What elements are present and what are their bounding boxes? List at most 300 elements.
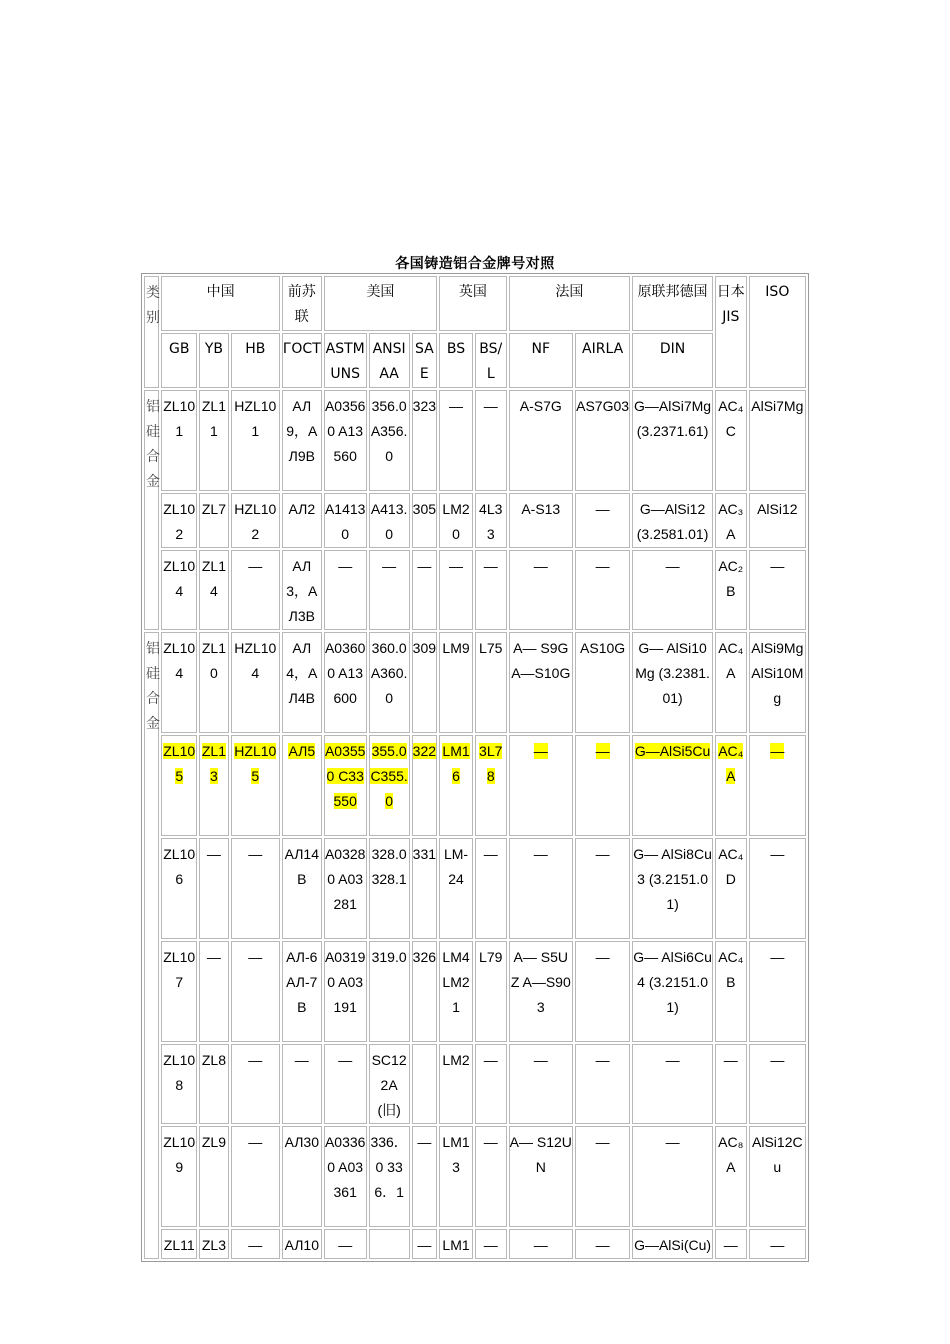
subheader-bs: BS xyxy=(439,333,473,388)
cell-text: — xyxy=(483,558,498,574)
cell-text: — xyxy=(533,1052,548,1068)
cell-jis xyxy=(715,941,747,1042)
cell-text: AC₄A xyxy=(718,743,744,784)
cell-text: — xyxy=(417,558,432,574)
cell-text: — xyxy=(248,949,263,965)
cell-text: — xyxy=(338,558,353,574)
cell-airla xyxy=(575,735,630,836)
cell-text: — xyxy=(770,846,785,862)
cell-sae xyxy=(412,1126,438,1227)
cell-ansi-aa xyxy=(369,1126,410,1227)
table-row xyxy=(144,632,806,733)
cell-iso xyxy=(749,735,806,836)
cell-text: LM-24 xyxy=(443,846,469,887)
cell-bs xyxy=(439,632,473,733)
cell-astm-uns xyxy=(324,1229,367,1259)
cell-text: G— AlSi6Cu4 (3.2151.01) xyxy=(633,949,712,1015)
cell-text: — xyxy=(483,1134,498,1150)
cell-bsl xyxy=(475,550,507,630)
cell-text: — xyxy=(595,1052,610,1068)
cell-text: — xyxy=(665,1052,680,1068)
cell-gost xyxy=(282,632,322,733)
subheader-gb: GB xyxy=(161,333,197,388)
table-row xyxy=(144,1126,806,1227)
cell-text: 309 xyxy=(412,640,437,656)
cell-text: — xyxy=(248,1134,263,1150)
cell-text: — xyxy=(206,846,221,862)
cell-gost xyxy=(282,838,322,939)
cell-yb xyxy=(199,632,229,733)
cell-text: 322 xyxy=(412,743,437,759)
cell-text: — xyxy=(533,743,548,759)
cell-jis xyxy=(715,735,747,836)
subheader-hb: HB xyxy=(231,333,280,388)
cell-text: ZL11 xyxy=(201,398,226,439)
cell-bs xyxy=(439,1229,473,1259)
cell-text: ZL3 xyxy=(201,1237,226,1253)
cell-text: АЛ10 xyxy=(284,1237,319,1253)
subheader-din: DIN xyxy=(632,333,713,388)
cell-text: — xyxy=(449,558,464,574)
cell-nf xyxy=(509,1229,573,1259)
cell-text: LM16 xyxy=(442,743,470,784)
cell-text: AC₄A xyxy=(718,640,744,681)
table-row xyxy=(144,550,806,630)
cell-din xyxy=(632,941,713,1042)
cell-din xyxy=(632,493,713,548)
cell-gost xyxy=(282,735,322,836)
cell-text: АЛ3，АЛ3В xyxy=(286,558,318,624)
cell-bs xyxy=(439,1126,473,1227)
cell-ansi-aa xyxy=(369,735,410,836)
cell-text: АЛ-6 АЛ-7В xyxy=(286,949,318,1015)
table-row xyxy=(144,1044,806,1124)
cell-astm-uns xyxy=(324,941,367,1042)
cell-text: AC₄B xyxy=(718,949,744,990)
header-ussr: 前苏联 xyxy=(282,276,322,331)
category-cell: 铝硅合金 xyxy=(144,390,159,630)
cell-text: ZL108 xyxy=(163,1052,196,1093)
subheader-astm-uns: ASTM UNS xyxy=(324,333,367,388)
cell-airla xyxy=(575,1044,630,1124)
cell-jis xyxy=(715,493,747,548)
cell-text: SC122A (旧) xyxy=(371,1052,407,1118)
cell-jis xyxy=(715,838,747,939)
cell-text: — xyxy=(533,846,548,862)
cell-airla xyxy=(575,632,630,733)
cell-sae xyxy=(412,550,438,630)
cell-text: ZL14 xyxy=(201,558,226,599)
cell-text: — xyxy=(723,1052,738,1068)
cell-gb xyxy=(161,1044,197,1124)
cell-text: — xyxy=(248,1052,263,1068)
cell-iso xyxy=(749,550,806,630)
cell-ansi-aa xyxy=(369,941,410,1042)
cell-astm-uns xyxy=(324,735,367,836)
cell-text: ZL104 xyxy=(163,640,196,681)
cell-hb xyxy=(231,550,280,630)
cell-bs xyxy=(439,390,473,491)
cell-text: ZL109 xyxy=(163,1134,196,1175)
cell-text: — xyxy=(483,1237,498,1253)
cell-text: — xyxy=(533,1237,548,1253)
cell-hb xyxy=(231,735,280,836)
cell-text: АЛ4，АЛ4В xyxy=(286,640,318,706)
cell-text: ZL107 xyxy=(163,949,196,990)
cell-text: A03550 C33550 xyxy=(324,743,366,809)
cell-text: АЛ9，АЛ9В xyxy=(286,398,318,464)
subheader-airla: AIRLA xyxy=(575,333,630,388)
cell-bsl xyxy=(475,1126,507,1227)
cell-text: HZL105 xyxy=(234,743,277,784)
cell-yb xyxy=(199,550,229,630)
cell-hb xyxy=(231,941,280,1042)
cell-text: — xyxy=(382,558,397,574)
cell-sae xyxy=(412,735,438,836)
cell-gb xyxy=(161,493,197,548)
cell-yb xyxy=(199,735,229,836)
cell-text: LM4 LM21 xyxy=(442,949,470,1015)
cell-text: — xyxy=(770,743,785,759)
header-iso: ISO xyxy=(749,276,806,388)
cell-text: L79 xyxy=(479,949,503,965)
cell-din xyxy=(632,838,713,939)
cell-text: AC₂B xyxy=(718,558,744,599)
cell-nf xyxy=(509,550,573,630)
cell-text: АЛ30 xyxy=(284,1134,319,1150)
cell-bs xyxy=(439,550,473,630)
cell-text: LM13 xyxy=(442,1134,470,1175)
cell-text: — xyxy=(248,558,263,574)
cell-text: HZL102 xyxy=(234,501,277,542)
cell-text: — xyxy=(595,846,610,862)
cell-text: LM1 xyxy=(442,1237,470,1253)
cell-nf xyxy=(509,1126,573,1227)
cell-yb xyxy=(199,941,229,1042)
alloy-comparison-table-wrapper xyxy=(141,273,809,1262)
cell-text: ZL8 xyxy=(201,1052,226,1068)
cell-text: LM2 xyxy=(442,1052,470,1068)
cell-text: AC₃A xyxy=(718,501,744,542)
table-row xyxy=(144,941,806,1042)
cell-text: — xyxy=(338,1052,353,1068)
cell-hb xyxy=(231,1044,280,1124)
cell-hb xyxy=(231,632,280,733)
cell-astm-uns xyxy=(324,493,367,548)
header-france: 法国 xyxy=(509,276,631,331)
cell-gb xyxy=(161,735,197,836)
cell-gost xyxy=(282,390,322,491)
cell-gb xyxy=(161,390,197,491)
cell-text: — xyxy=(206,949,221,965)
cell-text: AC₄D xyxy=(718,846,744,887)
header-japan: 日本JIS xyxy=(715,276,747,388)
cell-text: ZL104 xyxy=(163,558,196,599)
cell-yb xyxy=(199,1229,229,1259)
cell-text: 331 xyxy=(412,846,437,862)
cell-text: ZL13 xyxy=(201,743,226,784)
cell-sae xyxy=(412,838,438,939)
cell-text: A03280 A03281 xyxy=(324,846,366,912)
cell-gost xyxy=(282,1126,322,1227)
cell-text: — xyxy=(483,1052,498,1068)
cell-gb xyxy=(161,838,197,939)
cell-astm-uns xyxy=(324,1044,367,1124)
cell-astm-uns xyxy=(324,1126,367,1227)
cell-text: — xyxy=(770,1237,785,1253)
cell-text: LM9 xyxy=(442,640,470,656)
cell-text: — xyxy=(483,398,498,414)
cell-iso xyxy=(749,941,806,1042)
cell-text: — xyxy=(483,846,498,862)
cell-text: — xyxy=(533,558,548,574)
page-title: 各国铸造铝合金牌号对照 xyxy=(395,255,555,271)
cell-sae xyxy=(412,1229,438,1259)
cell-iso xyxy=(749,493,806,548)
cell-text: AC₄C xyxy=(718,398,744,439)
cell-iso xyxy=(749,1044,806,1124)
cell-text: ZL102 xyxy=(163,501,196,542)
cell-gost xyxy=(282,493,322,548)
cell-yb xyxy=(199,390,229,491)
cell-hb xyxy=(231,1126,280,1227)
cell-text: 360.0 A360.0 xyxy=(370,640,408,706)
cell-astm-uns xyxy=(324,390,367,491)
cell-text: ZL10 xyxy=(201,640,226,681)
cell-astm-uns xyxy=(324,632,367,733)
cell-gb xyxy=(161,550,197,630)
cell-bsl xyxy=(475,1044,507,1124)
table-row xyxy=(144,493,806,548)
cell-jis xyxy=(715,1229,747,1259)
subheader-bsl: BS/L xyxy=(475,333,507,388)
cell-jis xyxy=(715,1126,747,1227)
header-usa: 美国 xyxy=(324,276,437,331)
cell-nf xyxy=(509,390,573,491)
cell-bs xyxy=(439,735,473,836)
cell-text: G—AlSi12 (3.2581.01) xyxy=(636,501,709,542)
cell-text: A03360 A03361 xyxy=(324,1134,366,1200)
cell-text: A03600 A13600 xyxy=(324,640,366,706)
cell-text: — xyxy=(248,846,263,862)
cell-text: — xyxy=(595,501,610,517)
cell-text: 319.0 xyxy=(371,949,407,965)
cell-ansi-aa xyxy=(369,493,410,548)
cell-sae xyxy=(412,632,438,733)
cell-text: 356.0 A356.0 xyxy=(370,398,408,464)
cell-text: A03190 A03191 xyxy=(324,949,366,1015)
cell-text: — xyxy=(665,1134,680,1150)
cell-text: — xyxy=(338,1237,353,1253)
cell-nf xyxy=(509,735,573,836)
cell-bs xyxy=(439,1044,473,1124)
cell-din xyxy=(632,550,713,630)
cell-text: A03560 A13560 xyxy=(324,398,366,464)
cell-text: G—AlSi5Cu xyxy=(634,743,711,759)
cell-airla xyxy=(575,941,630,1042)
cell-text: — xyxy=(770,1052,785,1068)
subheader-gost: ГОСТ xyxy=(282,333,322,388)
cell-text: ZL105 xyxy=(163,743,196,784)
cell-hb xyxy=(231,493,280,548)
cell-din xyxy=(632,632,713,733)
header-germany: 原联邦德国 xyxy=(632,276,713,331)
cell-ansi-aa xyxy=(369,838,410,939)
cell-airla xyxy=(575,390,630,491)
cell-text: — xyxy=(417,1134,432,1150)
cell-text: — xyxy=(248,1237,263,1253)
cell-yb xyxy=(199,1126,229,1227)
table-row xyxy=(144,390,806,491)
cell-sae xyxy=(412,1044,438,1124)
cell-nf xyxy=(509,941,573,1042)
cell-ansi-aa xyxy=(369,632,410,733)
cell-airla xyxy=(575,1126,630,1227)
header-uk: 英国 xyxy=(439,276,506,331)
cell-text: 326 xyxy=(412,949,437,965)
cell-gost xyxy=(282,941,322,1042)
subheader-sae: SAE xyxy=(412,333,438,388)
cell-text: — xyxy=(417,1237,432,1253)
cell-text: G—AlSi7Mg (3.2371.61) xyxy=(634,398,712,439)
cell-text: — xyxy=(449,398,464,414)
cell-hb xyxy=(231,838,280,939)
cell-iso xyxy=(749,390,806,491)
cell-ansi-aa xyxy=(369,1229,410,1259)
cell-gb xyxy=(161,1126,197,1227)
cell-ansi-aa xyxy=(369,1044,410,1124)
header-row-2 xyxy=(144,333,806,388)
cell-text: A413.0 xyxy=(370,501,408,542)
cell-hb xyxy=(231,390,280,491)
cell-din xyxy=(632,1229,713,1259)
cell-astm-uns xyxy=(324,550,367,630)
cell-gb xyxy=(161,1229,197,1259)
cell-gost xyxy=(282,1044,322,1124)
cell-din xyxy=(632,735,713,836)
cell-gost xyxy=(282,550,322,630)
cell-text: — xyxy=(770,949,785,965)
cell-yb xyxy=(199,838,229,939)
cell-gb xyxy=(161,632,197,733)
cell-text: ZL7 xyxy=(201,501,226,517)
cell-text: — xyxy=(595,949,610,965)
cell-nf xyxy=(509,493,573,548)
cell-text: G— AlSi8Cu3 (3.2151.01) xyxy=(633,846,712,912)
cell-airla xyxy=(575,838,630,939)
subheader-ansi-aa: ANSI AA xyxy=(369,333,410,388)
cell-bs xyxy=(439,941,473,1042)
cell-text: AS7G03 xyxy=(576,398,630,414)
cell-text: ZL106 xyxy=(163,846,196,887)
cell-jis xyxy=(715,1044,747,1124)
cell-ansi-aa xyxy=(369,550,410,630)
cell-text: LM20 xyxy=(442,501,470,542)
cell-jis xyxy=(715,550,747,630)
cell-text: HZL104 xyxy=(234,640,277,681)
cell-din xyxy=(632,1126,713,1227)
cell-text: — xyxy=(595,743,610,759)
cell-ansi-aa xyxy=(369,390,410,491)
cell-jis xyxy=(715,390,747,491)
cell-text: АЛ14В xyxy=(284,846,319,887)
header-category: 类别 xyxy=(144,276,159,388)
cell-nf xyxy=(509,838,573,939)
cell-text: AlSi9Mg AlSi10Mg xyxy=(751,640,804,706)
cell-text: HZL101 xyxy=(234,398,277,439)
cell-iso xyxy=(749,1126,806,1227)
cell-text: A-S13 xyxy=(521,501,561,517)
cell-text: — xyxy=(770,558,785,574)
cell-bs xyxy=(439,838,473,939)
cell-text: 305 xyxy=(412,501,437,517)
table-row xyxy=(144,735,806,836)
cell-text: A-S7G xyxy=(519,398,562,414)
cell-text: — xyxy=(294,1052,309,1068)
cell-airla xyxy=(575,1229,630,1259)
cell-text: 3L78 xyxy=(479,743,503,784)
cell-bsl xyxy=(475,390,507,491)
cell-iso xyxy=(749,1229,806,1259)
alloy-comparison-table xyxy=(141,273,809,1262)
cell-bsl xyxy=(475,493,507,548)
cell-yb xyxy=(199,493,229,548)
cell-gb xyxy=(161,941,197,1042)
cell-text: 355.0 C355.0 xyxy=(370,743,408,809)
cell-bs xyxy=(439,493,473,548)
cell-sae xyxy=(412,941,438,1042)
cell-text: AC₈A xyxy=(718,1134,744,1175)
cell-sae xyxy=(412,390,438,491)
cell-text: ZL9 xyxy=(201,1134,226,1150)
cell-bsl xyxy=(475,941,507,1042)
table-row xyxy=(144,1229,806,1259)
cell-hb xyxy=(231,1229,280,1259)
subheader-yb: YB xyxy=(199,333,229,388)
cell-text: — xyxy=(665,558,680,574)
cell-text: L75 xyxy=(479,640,503,656)
cell-text: 323 xyxy=(412,398,437,414)
cell-text: AS10G xyxy=(580,640,626,656)
cell-text: ZL11 xyxy=(163,1237,195,1253)
table-row xyxy=(144,838,806,939)
cell-text: — xyxy=(723,1237,738,1253)
cell-nf xyxy=(509,632,573,733)
cell-text: ZL101 xyxy=(163,398,196,439)
cell-din xyxy=(632,390,713,491)
cell-bsl xyxy=(475,632,507,733)
cell-text: АЛ5 xyxy=(288,743,316,759)
cell-jis xyxy=(715,632,747,733)
cell-bsl xyxy=(475,838,507,939)
cell-iso xyxy=(749,838,806,939)
cell-text: — xyxy=(595,1134,610,1150)
category-cell: 铝硅合金 xyxy=(144,632,159,1259)
cell-text: AlSi7Mg xyxy=(751,398,804,414)
cell-bsl xyxy=(475,735,507,836)
header-china: 中国 xyxy=(161,276,280,331)
cell-yb xyxy=(199,1044,229,1124)
cell-nf xyxy=(509,1044,573,1124)
cell-iso xyxy=(749,632,806,733)
cell-text: — xyxy=(595,1237,610,1253)
cell-text: A— S5UZ A—S903 xyxy=(510,949,571,1015)
cell-text: 336．0 336．1 xyxy=(370,1134,408,1200)
cell-text: AlSi12 xyxy=(757,501,798,517)
cell-text: A14130 xyxy=(324,501,366,542)
cell-text: G— AlSi10Mg (3.2381.01) xyxy=(635,640,710,706)
cell-text: G—AlSi(Cu) xyxy=(634,1237,712,1253)
